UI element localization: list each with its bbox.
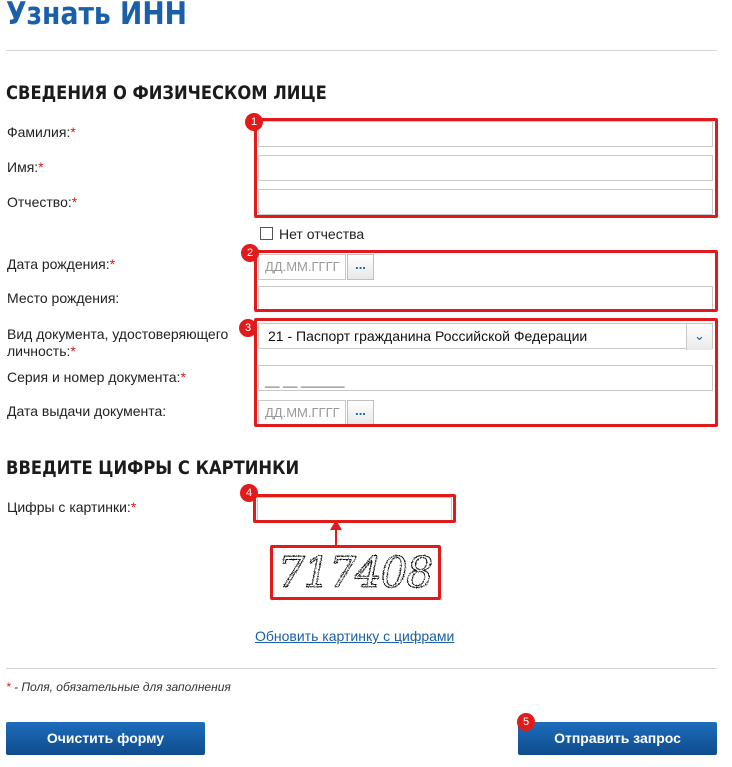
doc-type-label: Вид документа, удостоверяющего личность:* — [7, 326, 229, 359]
required-mark: * — [180, 369, 186, 385]
annotation-badge-3: 3 — [239, 319, 257, 337]
doc-type-selected-value: 21 - Паспорт гражданина Российской Федерации — [268, 328, 588, 344]
annotation-badge-2: 2 — [241, 244, 259, 262]
section-heading-person: СВЕДЕНИЯ О ФИЗИЧЕСКОМ ЛИЦЕ — [6, 82, 327, 104]
arrow-up-icon — [328, 520, 344, 548]
no-patronymic-label: Нет отчества — [279, 226, 365, 242]
section-heading-captcha: ВВЕДИТЕ ЦИФРЫ С КАРТИНКИ — [6, 457, 300, 479]
footer-divider — [6, 668, 717, 669]
annotation-box-2 — [254, 250, 718, 312]
birth-date-input[interactable]: ДД.ММ.ГГГГ — [258, 254, 346, 280]
annotation-badge-1: 1 — [245, 113, 263, 131]
required-mark: * — [70, 124, 76, 140]
required-mark: * — [70, 343, 76, 359]
captcha-image — [274, 549, 437, 596]
required-mark: * — [38, 159, 44, 175]
annotation-box-3 — [254, 318, 718, 427]
required-mark: * — [130, 499, 137, 515]
captcha-label: Цифры с картинки:* — [7, 499, 137, 515]
birth-date-calendar-button[interactable]: ... — [347, 254, 374, 280]
required-note: * - Поля, обязательные для заполнения — [6, 680, 231, 694]
chevron-down-icon[interactable]: ⌄ — [686, 324, 712, 350]
title-divider — [6, 50, 717, 51]
clear-form-button[interactable]: Очистить форму — [6, 722, 205, 755]
surname-label: Фамилия:* — [7, 124, 76, 140]
required-mark: * — [109, 256, 116, 272]
annotation-box-4 — [253, 494, 456, 523]
annotation-badge-5: 5 — [517, 713, 535, 731]
no-patronymic-checkbox[interactable] — [260, 227, 273, 240]
doc-number-label: Серия и номер документа:* — [7, 369, 186, 385]
annotation-badge-4: 4 — [240, 484, 258, 502]
refresh-captcha-link[interactable]: Обновить картинку с цифрами — [255, 628, 455, 644]
name-label: Имя:* — [7, 159, 44, 175]
page-title: Узнать ИНН — [6, 0, 187, 32]
birth-date-label: Дата рождения:* — [7, 256, 116, 272]
captcha-image-text: 717408 — [277, 549, 433, 596]
patronymic-label: Отчество:* — [7, 194, 78, 210]
doc-number-input[interactable]: __ __ ______ — [258, 365, 713, 391]
doc-issue-date-label: Дата выдачи документа: — [7, 403, 167, 419]
doc-issue-date-input[interactable]: ДД.ММ.ГГГГ — [258, 400, 346, 426]
doc-issue-date-calendar-button[interactable]: ... — [347, 400, 374, 426]
birth-place-label: Место рождения: — [7, 290, 120, 306]
annotation-box-1 — [254, 118, 718, 218]
submit-request-button[interactable]: Отправить запрос — [518, 722, 717, 755]
required-mark: * — [71, 194, 78, 210]
